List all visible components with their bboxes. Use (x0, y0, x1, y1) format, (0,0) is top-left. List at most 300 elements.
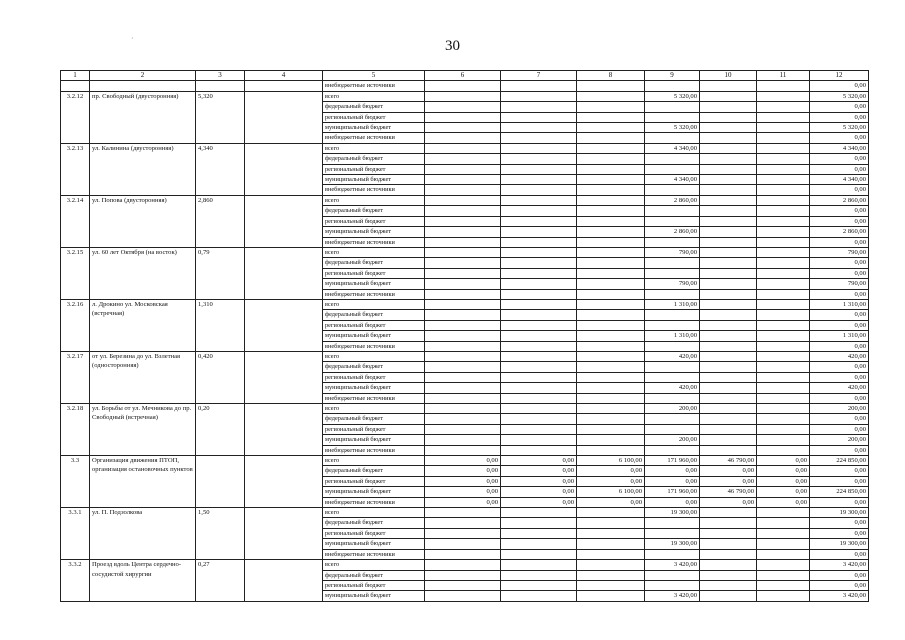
value-cell: 46 790,00 (700, 487, 757, 497)
funding-source: муниципальный бюджет (323, 383, 425, 393)
value-cell (577, 185, 645, 195)
value-cell (700, 91, 757, 101)
value-cell: 790,00 (645, 279, 700, 289)
value-cell (577, 445, 645, 455)
value-cell (700, 133, 757, 143)
value-cell (425, 91, 501, 101)
value-cell (645, 102, 700, 112)
value-cell (577, 383, 645, 393)
value-cell (757, 143, 810, 153)
funding-source: региональный бюджет (323, 528, 425, 538)
value-cell: 0,00 (577, 466, 645, 476)
value-cell (577, 195, 645, 205)
funding-source: федеральный бюджет (323, 154, 425, 164)
value-cell (577, 539, 645, 549)
value-cell (757, 310, 810, 320)
funding-source: муниципальный бюджет (323, 487, 425, 497)
total-cell: 0,00 (810, 476, 869, 486)
value-cell (501, 299, 577, 309)
total-cell: 0,00 (810, 112, 869, 122)
total-cell: 0,00 (810, 497, 869, 507)
funding-source: всего (323, 299, 425, 309)
value-cell (645, 268, 700, 278)
value-cell (501, 341, 577, 351)
value-cell (645, 154, 700, 164)
value-cell: 19 300,00 (645, 539, 700, 549)
value-cell: 171 960,00 (645, 456, 700, 466)
value-cell: 0,00 (577, 476, 645, 486)
value-cell (577, 570, 645, 580)
value-cell (757, 299, 810, 309)
value-cell (757, 518, 810, 528)
value-cell (425, 81, 501, 91)
item-number: 3.2.17 (61, 351, 90, 403)
value-cell (700, 435, 757, 445)
value-cell (501, 424, 577, 434)
column-number: 9 (645, 71, 700, 81)
value-cell: 200,00 (645, 404, 700, 414)
value-cell (501, 591, 577, 601)
value-cell: 46 790,00 (700, 456, 757, 466)
value-cell (577, 81, 645, 91)
value-cell (757, 102, 810, 112)
value-cell (501, 320, 577, 330)
value-cell (425, 424, 501, 434)
value-cell (757, 320, 810, 330)
empty-cell (245, 143, 323, 195)
value-cell (757, 341, 810, 351)
item-number: 3.3 (61, 456, 90, 508)
total-cell: 0,00 (810, 580, 869, 590)
value-cell (757, 570, 810, 580)
value-cell (501, 102, 577, 112)
value-cell (700, 362, 757, 372)
value-cell (577, 299, 645, 309)
funding-source: федеральный бюджет (323, 258, 425, 268)
value-cell (577, 331, 645, 341)
value-cell (700, 175, 757, 185)
table-body (61, 71, 869, 602)
value-cell: 5 320,00 (645, 123, 700, 133)
item-name: от ул. Березина до ул. Взлетная (односторонняя) (90, 351, 196, 403)
total-cell: 0,00 (810, 528, 869, 538)
value-cell (577, 279, 645, 289)
value-cell (425, 393, 501, 403)
value-cell (577, 560, 645, 570)
funding-source: всего (323, 508, 425, 518)
value-cell (757, 414, 810, 424)
value-cell (577, 528, 645, 538)
value-cell (425, 258, 501, 268)
value-cell (577, 133, 645, 143)
value-cell (425, 112, 501, 122)
total-cell: 0,00 (810, 206, 869, 216)
column-number-row (61, 71, 869, 81)
value-cell (501, 549, 577, 559)
value-cell (501, 247, 577, 257)
value-cell (700, 247, 757, 257)
value-cell (700, 279, 757, 289)
value-cell: 0,00 (501, 476, 577, 486)
funding-source: внебюджетные источники (323, 237, 425, 247)
value-cell (577, 154, 645, 164)
value-cell (577, 237, 645, 247)
value-cell (577, 320, 645, 330)
value-cell (645, 206, 700, 216)
empty-cell (245, 195, 323, 247)
value-cell: 0,00 (501, 456, 577, 466)
value-cell (577, 414, 645, 424)
value-cell (645, 310, 700, 320)
funding-source: региональный бюджет (323, 164, 425, 174)
funding-source: всего (323, 91, 425, 101)
item-number-cell (61, 81, 90, 91)
total-cell: 19 300,00 (810, 508, 869, 518)
item-name: пр. Свободный (двусторонняя) (90, 91, 196, 143)
total-cell: 0,00 (810, 310, 869, 320)
table-row (61, 404, 869, 414)
value-cell (425, 528, 501, 538)
value-cell: 0,00 (577, 497, 645, 507)
value-cell (700, 143, 757, 153)
value-cell: 0,00 (700, 497, 757, 507)
value-cell (757, 216, 810, 226)
value-cell (501, 383, 577, 393)
item-length (196, 456, 245, 508)
value-cell (501, 133, 577, 143)
value-cell (577, 258, 645, 268)
item-number: 3.2.16 (61, 299, 90, 351)
funding-source: внебюджетные источники (323, 185, 425, 195)
value-cell (757, 175, 810, 185)
value-cell: 0,00 (425, 476, 501, 486)
value-cell: 0,00 (645, 497, 700, 507)
value-cell (577, 372, 645, 382)
value-cell (501, 310, 577, 320)
value-cell (577, 268, 645, 278)
value-cell (501, 237, 577, 247)
column-number: 6 (425, 71, 501, 81)
table-row (61, 299, 869, 309)
value-cell (501, 216, 577, 226)
total-cell: 0,00 (810, 424, 869, 434)
value-cell (700, 424, 757, 434)
table-row (61, 560, 869, 570)
value-cell (425, 372, 501, 382)
value-cell: 1 310,00 (645, 331, 700, 341)
value-cell (425, 331, 501, 341)
value-cell: 0,00 (700, 476, 757, 486)
value-cell (425, 143, 501, 153)
value-cell (425, 435, 501, 445)
value-cell: 200,00 (645, 435, 700, 445)
value-cell (577, 123, 645, 133)
total-cell: 0,00 (810, 414, 869, 424)
column-number: 3 (196, 71, 245, 81)
empty-cell (245, 351, 323, 403)
value-cell (425, 580, 501, 590)
value-cell (700, 164, 757, 174)
funding-source: муниципальный бюджет (323, 539, 425, 549)
funding-source: федеральный бюджет (323, 414, 425, 424)
total-cell: 0,00 (810, 320, 869, 330)
value-cell: 790,00 (645, 247, 700, 257)
value-cell (501, 206, 577, 216)
value-cell (577, 591, 645, 601)
value-cell (501, 372, 577, 382)
value-cell (700, 518, 757, 528)
value-cell: 0,00 (757, 466, 810, 476)
value-cell (757, 351, 810, 361)
value-cell: 3 420,00 (645, 560, 700, 570)
value-cell: 0,00 (425, 497, 501, 507)
value-cell (700, 528, 757, 538)
value-cell (577, 91, 645, 101)
value-cell (757, 445, 810, 455)
value-cell (700, 216, 757, 226)
value-cell: 420,00 (645, 383, 700, 393)
item-length: 4,340 (196, 143, 245, 195)
value-cell (501, 331, 577, 341)
total-cell: 0,00 (810, 164, 869, 174)
value-cell (757, 404, 810, 414)
total-cell: 790,00 (810, 279, 869, 289)
funding-source: муниципальный бюджет (323, 123, 425, 133)
funding-source: внебюджетные источники (323, 497, 425, 507)
total-cell: 0,00 (810, 341, 869, 351)
total-cell: 0,00 (810, 570, 869, 580)
value-cell: 0,00 (501, 487, 577, 497)
value-cell: 1 310,00 (645, 299, 700, 309)
length-cell (196, 81, 245, 91)
value-cell (645, 81, 700, 91)
value-cell (700, 560, 757, 570)
value-cell (700, 445, 757, 455)
funding-source: внебюджетные источники (323, 393, 425, 403)
total-cell: 4 340,00 (810, 175, 869, 185)
value-cell (757, 154, 810, 164)
item-length: 5,320 (196, 91, 245, 143)
value-cell (700, 237, 757, 247)
value-cell (757, 372, 810, 382)
table-row (61, 351, 869, 361)
funding-source: федеральный бюджет (323, 102, 425, 112)
value-cell: 0,00 (700, 466, 757, 476)
value-cell: 6 100,00 (577, 487, 645, 497)
value-cell (501, 185, 577, 195)
value-cell (757, 258, 810, 268)
value-cell (757, 237, 810, 247)
total-cell: 0,00 (810, 154, 869, 164)
scan-speck: · (131, 34, 134, 43)
value-cell (577, 351, 645, 361)
value-cell (425, 539, 501, 549)
value-cell (645, 341, 700, 351)
total-cell: 5 320,00 (810, 91, 869, 101)
value-cell (700, 289, 757, 299)
value-cell (577, 404, 645, 414)
table-row (61, 91, 869, 101)
value-cell (501, 435, 577, 445)
value-cell (757, 591, 810, 601)
empty-cell (245, 81, 323, 91)
value-cell (645, 424, 700, 434)
funding-source: всего (323, 560, 425, 570)
value-cell (501, 279, 577, 289)
item-name: ул. 60 лет Октября (на восток) (90, 247, 196, 299)
funding-source: федеральный бюджет (323, 570, 425, 580)
value-cell (577, 518, 645, 528)
value-cell: 0,00 (425, 466, 501, 476)
value-cell (501, 560, 577, 570)
item-number: 3.3.1 (61, 508, 90, 560)
value-cell: 0,00 (645, 476, 700, 486)
funding-source: внебюджетные источники (323, 445, 425, 455)
value-cell (700, 508, 757, 518)
value-cell: 2 860,00 (645, 227, 700, 237)
value-cell (645, 528, 700, 538)
value-cell (700, 154, 757, 164)
total-cell: 4 340,00 (810, 143, 869, 153)
value-cell (700, 331, 757, 341)
value-cell (757, 81, 810, 91)
empty-cell (245, 508, 323, 560)
item-number: 3.3.2 (61, 560, 90, 602)
value-cell (425, 185, 501, 195)
funding-source: региональный бюджет (323, 372, 425, 382)
funding-source: муниципальный бюджет (323, 435, 425, 445)
table-row (61, 247, 869, 257)
funding-source: муниципальный бюджет (323, 175, 425, 185)
value-cell (425, 549, 501, 559)
value-cell (425, 508, 501, 518)
value-cell (425, 310, 501, 320)
value-cell (425, 414, 501, 424)
funding-source: всего (323, 351, 425, 361)
value-cell (700, 206, 757, 216)
funding-source: региональный бюджет (323, 320, 425, 330)
funding-source: региональный бюджет (323, 268, 425, 278)
column-number: 12 (810, 71, 869, 81)
value-cell (577, 549, 645, 559)
value-cell (757, 560, 810, 570)
value-cell (577, 206, 645, 216)
value-cell (645, 570, 700, 580)
value-cell (757, 383, 810, 393)
value-cell (501, 351, 577, 361)
value-cell (757, 549, 810, 559)
value-cell (501, 164, 577, 174)
total-cell: 200,00 (810, 404, 869, 414)
funding-source: региональный бюджет (323, 216, 425, 226)
total-cell: 0,00 (810, 393, 869, 403)
total-cell: 2 860,00 (810, 227, 869, 237)
value-cell (501, 112, 577, 122)
value-cell (700, 81, 757, 91)
total-cell: 0,00 (810, 289, 869, 299)
total-cell: 0,00 (810, 81, 869, 91)
value-cell: 4 340,00 (645, 175, 700, 185)
value-cell (757, 123, 810, 133)
value-cell (645, 518, 700, 528)
value-cell (425, 445, 501, 455)
table-row (61, 508, 869, 518)
value-cell: 420,00 (645, 351, 700, 361)
value-cell (700, 258, 757, 268)
value-cell (577, 580, 645, 590)
funding-source: внебюджетные источники (323, 133, 425, 143)
empty-cell (245, 456, 323, 508)
value-cell (577, 435, 645, 445)
value-cell (501, 580, 577, 590)
total-cell: 1 310,00 (810, 299, 869, 309)
source-cell: внебюджетные источники (323, 81, 425, 91)
value-cell: 0,00 (757, 476, 810, 486)
value-cell (425, 560, 501, 570)
column-number: 7 (501, 71, 577, 81)
value-cell (425, 123, 501, 133)
total-cell: 0,00 (810, 372, 869, 382)
value-cell (645, 445, 700, 455)
value-cell: 0,00 (425, 487, 501, 497)
funding-source: всего (323, 143, 425, 153)
value-cell (425, 570, 501, 580)
item-number: 3.2.13 (61, 143, 90, 195)
funding-source: внебюджетные источники (323, 341, 425, 351)
value-cell (700, 341, 757, 351)
value-cell (577, 341, 645, 351)
value-cell (645, 237, 700, 247)
item-name: л. Дрокино ул. Московская (встречная) (90, 299, 196, 351)
value-cell (577, 175, 645, 185)
total-cell: 0,00 (810, 237, 869, 247)
value-cell (425, 195, 501, 205)
value-cell (501, 539, 577, 549)
total-cell: 224 850,00 (810, 456, 869, 466)
value-cell (700, 123, 757, 133)
item-length: 0,79 (196, 247, 245, 299)
total-cell: 420,00 (810, 383, 869, 393)
total-cell: 3 420,00 (810, 591, 869, 601)
item-name: ул. Калинина (двусторонняя) (90, 143, 196, 195)
value-cell (501, 195, 577, 205)
value-cell (425, 216, 501, 226)
value-cell (425, 289, 501, 299)
column-number: 1 (61, 71, 90, 81)
value-cell (577, 247, 645, 257)
table-row (61, 195, 869, 205)
value-cell (700, 310, 757, 320)
value-cell (700, 393, 757, 403)
item-length: 0,420 (196, 351, 245, 403)
value-cell (645, 289, 700, 299)
value-cell (501, 508, 577, 518)
column-number: 11 (757, 71, 810, 81)
value-cell (425, 383, 501, 393)
value-cell (700, 383, 757, 393)
value-cell (577, 102, 645, 112)
value-cell (501, 570, 577, 580)
value-cell (700, 268, 757, 278)
value-cell (700, 320, 757, 330)
value-cell (645, 414, 700, 424)
item-number: 3.2.15 (61, 247, 90, 299)
value-cell (645, 258, 700, 268)
funding-source: региональный бюджет (323, 112, 425, 122)
value-cell (757, 424, 810, 434)
item-length: 0,20 (196, 404, 245, 456)
total-cell: 3 420,00 (810, 560, 869, 570)
